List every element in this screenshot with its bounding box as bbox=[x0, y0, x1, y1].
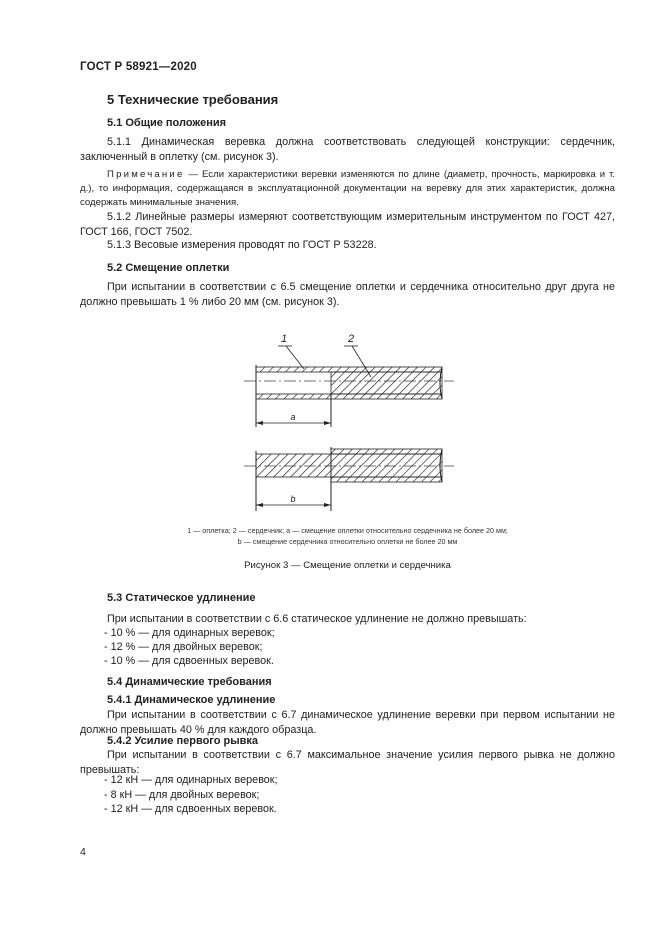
document-header: ГОСТ Р 58921—2020 bbox=[80, 61, 197, 73]
dim-label-a: a bbox=[290, 412, 296, 422]
list-item: - 12 кН — для одинарных веревок; bbox=[104, 774, 278, 786]
paragraph-5-4-2: При испытании в соответствии с 6.7 максимальное значение усилия первого рывка не должно превышать: bbox=[80, 749, 615, 776]
paragraph-5-1-1: 5.1.1 Динамическая веревка должна соответствовать следующей конструкции: сердечник, заключенный в оплетку (см. рисунок 3). bbox=[80, 136, 615, 163]
figure-caption-line-1: 1 — оплетка; 2 — сердечник; a — смещение оплетки относительно сердечника не более 20 мм; bbox=[187, 526, 508, 535]
subsection-title-5-4-1: 5.4.1 Динамическое удлинение bbox=[107, 694, 276, 706]
braid-top bbox=[256, 367, 442, 372]
subsection-title-5-2: 5.2 Смещение оплетки bbox=[107, 262, 230, 274]
list-item: - 10 % — для сдвоенных веревок. bbox=[104, 655, 274, 667]
subsection-title-5-4: 5.4 Динамические требования bbox=[107, 676, 272, 688]
braid-bottom bbox=[256, 394, 442, 399]
paragraph-5-4-1: При испытании в соответствии с 6.7 динамическое удлинение веревки при первом испытании не должно превышать 40 % для каждого образца. bbox=[80, 709, 615, 736]
section-title: 5 Технические требования bbox=[107, 92, 279, 107]
subsection-title-5-1: 5.1 Общие положения bbox=[107, 117, 227, 129]
paragraph-5-1-2: 5.1.2 Линейные размеры измеряют соответствующим измерительным инструментом по ГОСТ 427, ГОСТ 166, ГОСТ 7502. bbox=[80, 211, 615, 238]
subsection-title-5-3: 5.3 Статическое удлинение bbox=[107, 592, 256, 604]
core bbox=[331, 372, 442, 394]
note-label: Примечание bbox=[107, 169, 185, 180]
dim-label-b: b bbox=[290, 494, 296, 504]
paragraph-5-2: При испытании в соответствии с 6.5 смещение оплетки и сердечника относительно друг друга не должно превышать 1 % либо 20 мм (см. рисунок 3). bbox=[80, 281, 615, 308]
rope-offset-diagram bbox=[230, 325, 470, 520]
list-item: - 12 кН — для сдвоенных веревок. bbox=[104, 803, 277, 815]
paragraph-5-1-3: 5.1.3 Весовые измерения проводят по ГОСТ Р 53228. bbox=[107, 239, 377, 251]
braid-bottom bbox=[331, 477, 442, 482]
core bbox=[256, 454, 442, 477]
figure-title: Рисунок 3 — Смещение оплетки и сердечника bbox=[244, 560, 451, 571]
note-text: — Если характеристики веревки изменяются по длине (диаметр, прочность, маркировка и т. д.), то информация, содержащаяся в эксплуатационной документации на веревку для этих характеристик, должна содержать минимальные значения. bbox=[80, 169, 615, 208]
callout-label-2: 2 bbox=[347, 333, 355, 345]
figure-caption-line-2: b — смещение сердечника относительно оплетки не более 20 мм bbox=[237, 537, 458, 546]
list-item: - 12 % — для двойных веревок; bbox=[104, 641, 263, 653]
rope-sample-core-offset bbox=[244, 447, 454, 511]
paragraph-5-3: При испытании в соответствии с 6.6 статическое удлинение не должно превышать: bbox=[107, 613, 527, 625]
subsection-title-5-4-2: 5.4.2 Усилие первого рывка bbox=[107, 735, 259, 747]
rope-sample-braid-offset bbox=[244, 333, 454, 427]
braid-top bbox=[331, 449, 442, 454]
note-paragraph bbox=[80, 168, 615, 210]
list-item: - 8 кН — для двойных веревок; bbox=[104, 789, 260, 801]
list-item: - 10 % — для одинарных веревок; bbox=[104, 627, 275, 639]
page-number: 4 bbox=[80, 846, 86, 858]
callout-label-1: 1 bbox=[280, 333, 288, 345]
